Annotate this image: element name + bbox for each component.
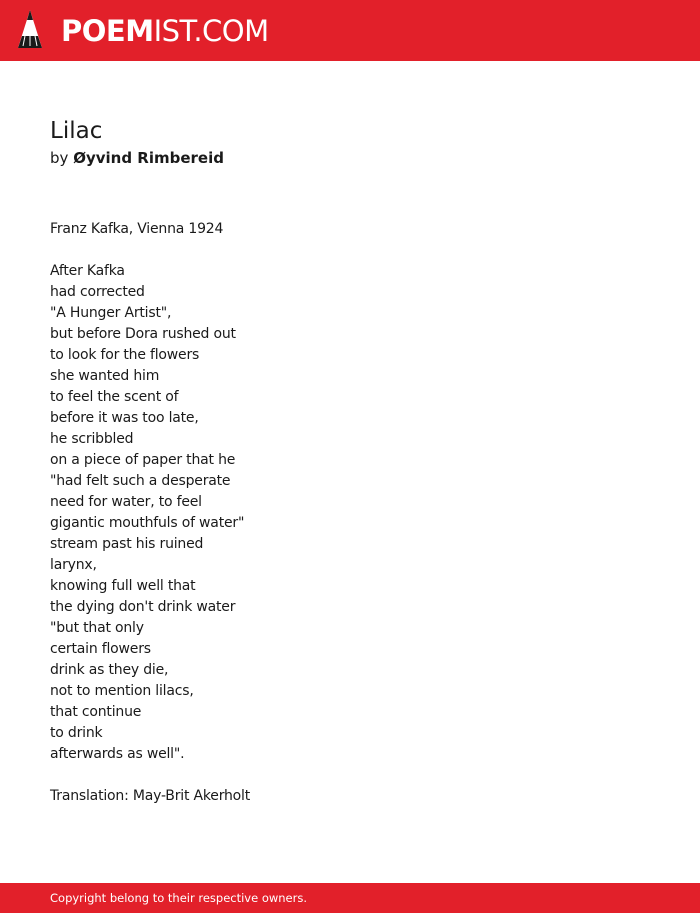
poem-line: "A Hunger Artist",	[50, 305, 172, 321]
poem-line: she wanted him	[50, 368, 160, 384]
poem-line: After Kafka	[50, 263, 125, 279]
poem-line: he scribbled	[50, 431, 134, 447]
poem-line: "but that only	[50, 620, 144, 636]
poem-dedication: Franz Kafka, Vienna 1924	[50, 221, 224, 237]
copyright-text: Copyright belong to their respective owners.	[50, 891, 308, 905]
poem-line: on a piece of paper that he	[50, 452, 236, 468]
site-footer	[0, 883, 700, 913]
pencil-icon[interactable]	[17, 10, 43, 51]
poem-line: to feel the scent of	[50, 389, 179, 405]
poem-line: before it was too late,	[50, 410, 199, 426]
stanza-gap	[50, 765, 650, 786]
logo-light-text: IST.COM	[153, 14, 269, 48]
poem-line: need for water, to feel	[50, 494, 202, 510]
translation-credit: Translation: May-Brit Akerholt	[50, 788, 251, 804]
stanza-gap	[50, 240, 650, 261]
site-logo[interactable]	[61, 12, 269, 50]
poem-line: "had felt such a desperate	[50, 473, 231, 489]
poem-title: Lilac	[50, 118, 103, 144]
poem-line: to drink	[50, 725, 103, 741]
poem-line: certain flowers	[50, 641, 151, 657]
author-name: Øyvind Rimbereid	[73, 149, 224, 167]
poem-line: drink as they die,	[50, 662, 169, 678]
poem-line: knowing full well that	[50, 578, 196, 594]
poem-line: gigantic mouthfuls of water"	[50, 515, 245, 531]
logo-bold-text: POEM	[61, 14, 154, 48]
poem-line: the dying don't drink water	[50, 599, 236, 615]
poem-line: not to mention lilacs,	[50, 683, 194, 699]
poem-line: to look for the flowers	[50, 347, 200, 363]
poem-lines	[50, 261, 650, 765]
poem-line: that continue	[50, 704, 142, 720]
poem-line: stream past his ruined	[50, 536, 204, 552]
poem-line: but before Dora rushed out	[50, 326, 236, 342]
byline	[50, 148, 224, 169]
by-label: by	[50, 149, 69, 167]
poem-line: larynx,	[50, 557, 97, 573]
site-header	[0, 0, 700, 61]
poem-body	[50, 219, 650, 807]
poem-line: had corrected	[50, 284, 145, 300]
poem-line: afterwards as well".	[50, 746, 185, 762]
